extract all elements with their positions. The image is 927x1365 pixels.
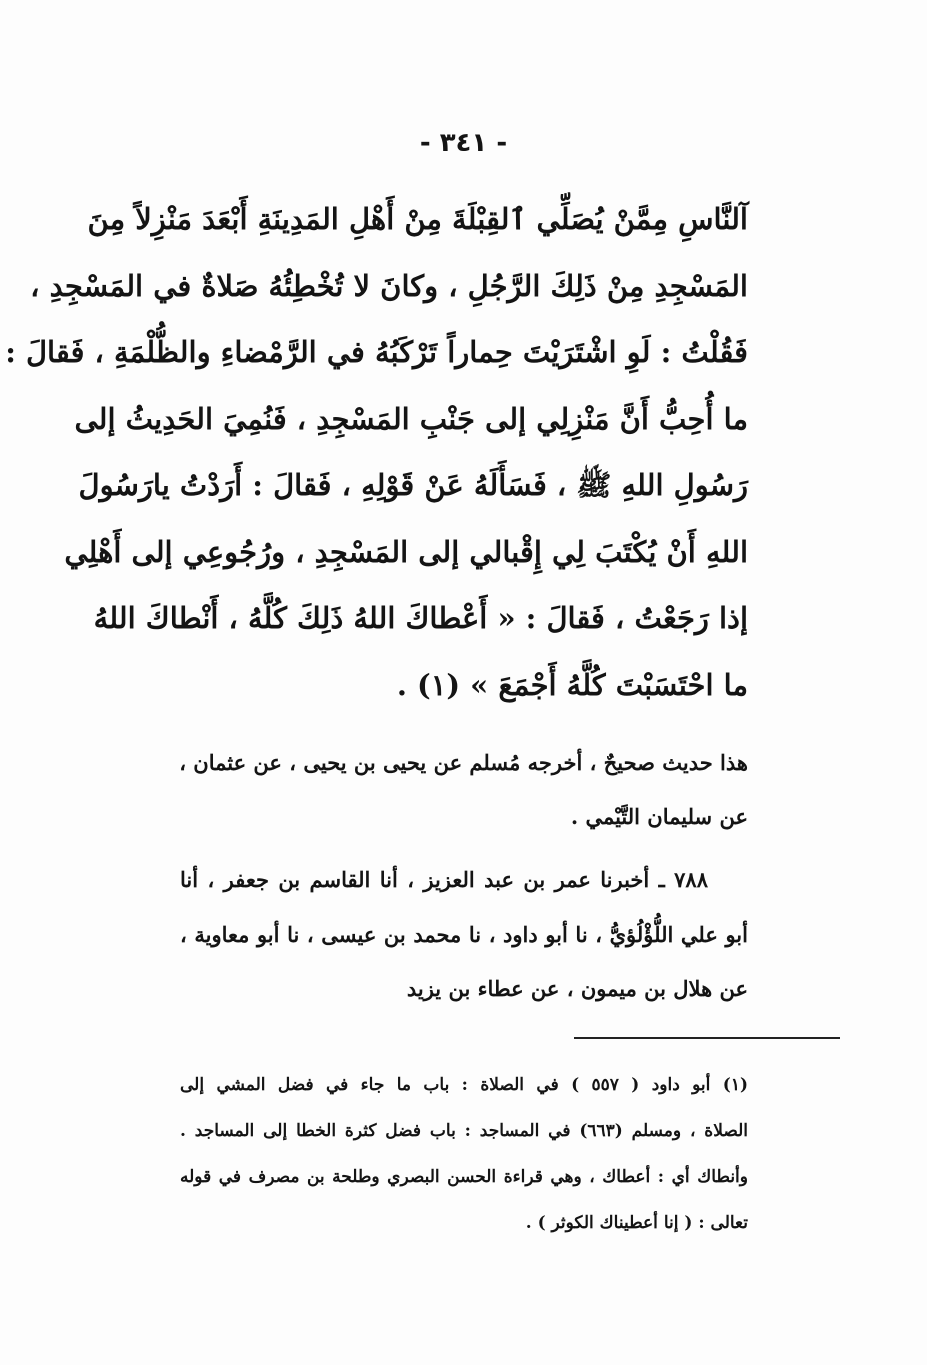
footnote-line: الصلاة ، ومسلم (٦٦٣) في المساجد : باب فضل كثرة الخطا إلى المساجد . [180,1121,749,1141]
page-number: - ٣٤١ - [419,128,508,158]
next-hadith-line: ٧٨٨ ـ أخبرنا عمر بن عبد العزيز ، أنا القاسم بن جعفر ، أنا [180,867,708,892]
footnote-divider [574,1037,840,1039]
next-hadith-line: أبو علي اللُّؤْلُؤيُّ ، نا أبو داود ، نا محمد بن عيسى ، نا أبو معاوية ، [180,921,748,947]
footnote-line: (١) أبو داود ( ٥٥٧ ) في الصلاة : باب ما جاء في فضل المشي إلى [180,1075,748,1095]
hadith-text-block [5,186,748,718]
hadith-line: المَسْجِدِ مِنْ ذَلِكَ الرَّجُلِ ، وكانَ لا تُخْطِئُهُ صَلاةٌ في المَسْجِدِ ، [30,268,748,303]
hadith-line: آلنَّاسِ مِمَّنْ يُصَلِّي ٱلقِبْلَةَ مِنْ أَهْلِ المَدِينَةِ أَبْعَدَ مَنْزِلاً مِنَ [87,202,748,236]
hadith-line: ما أُحِبُّ أَنَّ مَنْزِلِي إلى جَنْبِ المَسْجِدِ ، فَنُمِيَ الحَدِيثُ إلى [74,401,748,436]
commentary-line: هذا حديث صحيحٌ ، أخرجه مُسلم عن يحيى بن يحيى ، عن عثمان ، [179,750,748,775]
footnotes-block [180,1062,748,1246]
footnote-line: وأنطاك أي : أعطاك ، وهي قراءة الحسن البصري وطلحة بن مصرف في قوله [180,1167,748,1187]
footnote-line: تعالى : ( إنا أعطيناك الكوثر ) . [525,1213,748,1233]
hadith-line: اللهِ أَنْ يُكْتَبَ لِي إِقْبالي إلى المَسْجِدِ ، ورُجُوعِي إلى أَهْلِي [64,534,748,569]
next-hadith-block [180,853,748,1017]
commentary-block [180,736,748,844]
hadith-line: ما احْتَسَبْتَ كُلَّهُ أَجْمَعَ » (١) . [396,667,748,702]
commentary-line: عن سليمان التَّيْمي . [570,804,748,829]
hadith-line: فَقُلْتُ : لَوِ اشْتَرَيْتَ حِماراً تَرْكَبُهُ في الرَّمْضاءِ والظُّلْمَةِ ، فَقالَ : [5,335,748,369]
hadith-line: رَسُولِ اللهِ ﷺ ، فَسَأَلَهُ عَنْ قَوْلِهِ ، فَقالَ : أَرَدْتُ يارَسُولَ [78,468,748,502]
next-hadith-line: عن هلال بن ميمون ، عن عطاء بن يزيد [406,976,748,1001]
hadith-line: إذا رَجَعْتُ ، فَقالَ : « أَعْطاكَ اللهُ ذَلِكَ كُلَّهُ ، أَنْطاكَ اللهُ [93,601,748,635]
